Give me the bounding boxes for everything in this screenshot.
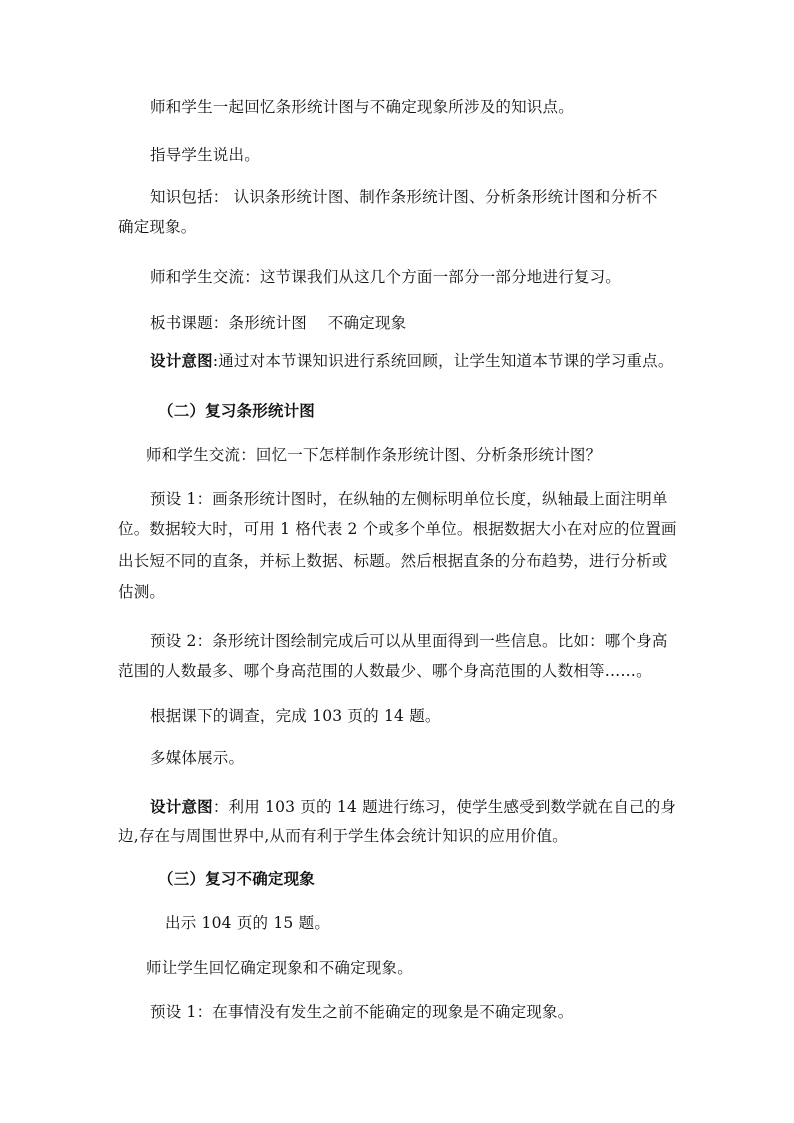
- paragraph-board-title: 板书课题：条形统计图 不确定现象: [150, 314, 407, 332]
- paragraph-teacher-recall: 师让学生回忆确定现象和不确定现象。: [146, 959, 413, 977]
- paragraph-preset-uncertain: 预设 1：在事情没有发生之前不能确定的现象是不确定现象。: [150, 1003, 574, 1021]
- paragraph-preset1-line1: 预设 1：画条形统计图时，在纵轴的左侧标明单位长度，纵轴最上面注明单: [150, 490, 668, 508]
- paragraph-show-15: 出示 104 页的 15 题。: [165, 914, 331, 932]
- design-intent-text: :通过对本节课知识进行系统回顾，让学生知道本节课的学习重点。: [212, 352, 674, 370]
- paragraph-recall: 师和学生一起回忆条形统计图与不确定现象所涉及的知识点。: [150, 98, 574, 116]
- section-heading-bar-chart: （二）复习条形统计图: [158, 401, 316, 420]
- paragraph-preset1-line2: 位。数据较大时，可用 1 格代表 2 个或多个单位。根据数据大小在对应的位置画: [118, 520, 677, 538]
- design-intent-text-2: ：利用 103 页的 14 题进行练习，使学生感受到数学就在自己的身: [212, 798, 677, 816]
- design-intent-label-2: 设计意图: [150, 797, 213, 816]
- paragraph-exchange-bar: 师和学生交流：回忆一下怎样制作条形统计图、分析条形统计图？: [146, 446, 602, 464]
- paragraph-preset2-line2: 范围的人数最多、哪个身高范围的人数最少、哪个身高范围的人数相等……。: [118, 662, 652, 680]
- paragraph-exchange: 师和学生交流：这节课我们从这几个方面一部分一部分地进行复习。: [150, 268, 622, 286]
- paragraph-knowledge-line1: 知识包括： 认识条形统计图、制作条形统计图、分析条形统计图和分析不: [150, 188, 658, 206]
- paragraph-design-intent-2-line1: [150, 797, 676, 817]
- paragraph-preset1-line4: 估测。: [118, 583, 166, 601]
- paragraph-preset1-line3: 出长短不同的直条，并标上数据、标题。然后根据直条的分布趋势，进行分析或: [118, 552, 668, 570]
- paragraph-preset2-line1: 预设 2：条形统计图绘制完成后可以从里面得到一些信息。比如：哪个身高: [150, 632, 668, 650]
- paragraph-design-intent-1: [150, 351, 674, 371]
- paragraph-guide: 指导学生说出。: [150, 146, 260, 164]
- section-heading-uncertain: （三）复习不确定现象: [158, 869, 316, 888]
- paragraph-design-intent-2-line2: 边,存在与周围世界中,从而有利于学生体会统计知识的应用价值。: [118, 827, 568, 845]
- paragraph-multimedia: 多媒体展示。: [150, 749, 245, 767]
- paragraph-survey: 根据课下的调查，完成 103 页的 14 题。: [150, 707, 441, 725]
- design-intent-label: 设计意图: [150, 351, 213, 370]
- paragraph-knowledge-line2: 确定现象。: [118, 218, 197, 236]
